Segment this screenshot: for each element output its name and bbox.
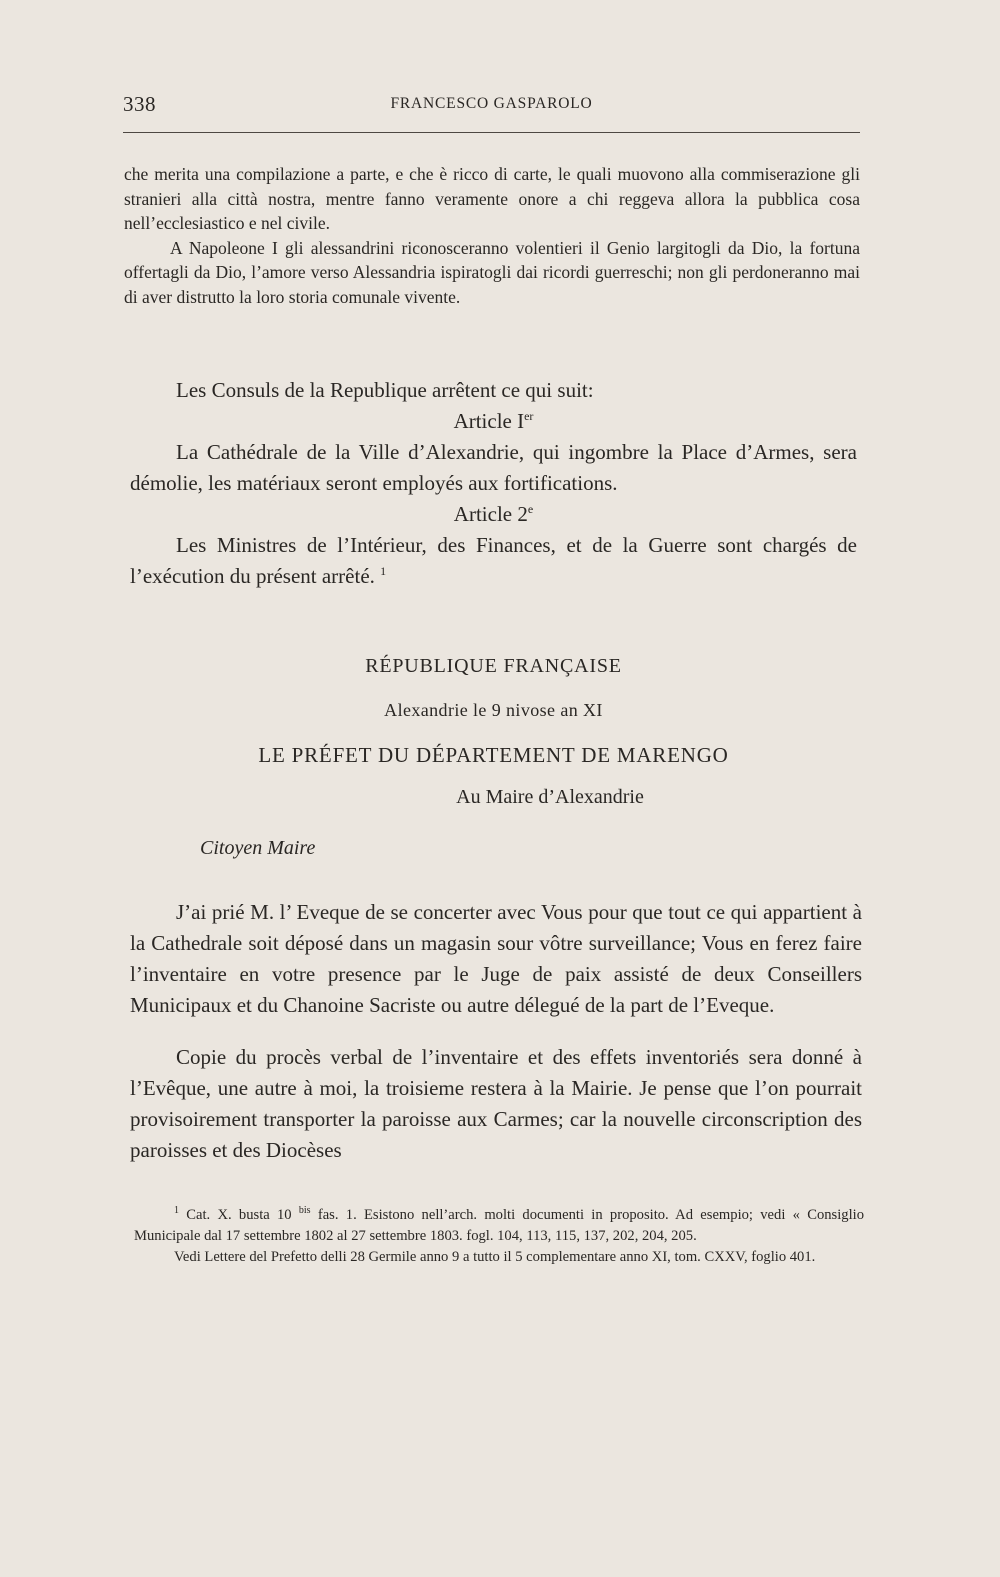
letter-paragraph: Copie du procès verbal de l’inventaire et des effets inventoriés sera donné à l’Evêque, une autre à moi, la troisieme restera à la Mairie. Je pense que l’on pourrait provisoirement transporter la paroisse aux Carmes; car la nouvelle circonscription des paroisses et des Diocèses (130, 1045, 862, 1162)
article-2-label: Article 2 (453, 502, 528, 526)
letter-paragraph: J’ai prié M. l’ Eveque de se concerter avec Vous pour que tout ce qui appartient à la Cathedrale soit déposé dans un magasin sour vôtre surveillance; Vous en ferez faire l’inventaire en votre presence par le Juge de paix assisté de deux Conseillers Municipaux et du Chanoine Sacriste ou autre délegué de la part de l’Eveque. (130, 900, 862, 1017)
footnotes (134, 1205, 864, 1268)
letter-addressee: Au Maire d’Alexandrie (456, 786, 644, 808)
article-1-text: La Cathédrale de la Ville d’Alexandrie, qui ingombre la Place d’Armes, sera démolie, les matériaux seront employés aux fortifications. (130, 440, 857, 495)
article-2-superscript: e (527, 502, 534, 516)
italian-text (124, 162, 860, 310)
italian-paragraph: che merita una compilazione a parte, e che è ricco di carte, le quali muovono alla commiserazione gli stranieri alla città nostra, mentre fanno veramente onore a chi reggeva allora la pubblica cosa nell’ecclesiastico e nel civile. (124, 164, 860, 234)
prefet-heading: LE PRÉFET DU DÉPARTEMENT DE MARENGO (258, 743, 729, 767)
footnote-1-part-a: Cat. X. busta 10 (186, 1207, 292, 1223)
article-2-paragraph (130, 530, 857, 592)
footnote-bis: bis (298, 1205, 311, 1217)
running-head: FRANCESCO GASPAROLO (390, 95, 593, 112)
header-rule (123, 132, 860, 133)
footnote-marker: 1 (174, 1205, 179, 1217)
decree-intro: Les Consuls de la Republique arrêtent ce qui suit: (176, 378, 594, 402)
article-1-label: Article I (453, 409, 525, 433)
republique-heading: RÉPUBLIQUE FRANÇAISE (365, 655, 622, 677)
article-1-superscript: er (524, 409, 534, 423)
letter-dateline: Alexandrie le 9 nivose an XI (384, 700, 603, 720)
letter-body (130, 876, 862, 1187)
letter-salutation: Citoyen Maire (200, 837, 316, 859)
footnote-2: Vedi Lettere del Prefetto delli 28 Germile anno 9 a tutto il 5 complementare anno XI, tom. CXXV, foglio 401. (174, 1249, 816, 1265)
footnote-1 (134, 1205, 864, 1247)
footnote-reference: 1 (380, 564, 387, 578)
article-2-text: Les Ministres de l’Intérieur, des Finances, et de la Guerre sont chargés de l’exécution du présent arrêté. (130, 533, 857, 588)
italian-paragraph: A Napoleone I gli alessandrini riconosceranno volentieri il Genio largitogli da Dio, la fortuna offertagli da Dio, l’amore verso Alessandria ispiratogli dai ricordi guerreschi; non gli perdoneranno mai di aver distrutto la loro storia comunale vivente. (124, 237, 860, 307)
page-header (123, 92, 860, 124)
article-1-heading (130, 406, 857, 437)
page-number: 338 (123, 92, 156, 116)
consular-decree (130, 375, 857, 592)
article-2-heading (130, 499, 857, 530)
footnote-1-part-b: fas. 1. Esistono nell’arch. molti documenti in proposito. Ad esempio; vedi « Consiglio Municipale dal 17 settembre 1802 al 27 settembre 1803. fogl. 104, 113, 115, 137, 202, 204, 205. (134, 1207, 864, 1244)
